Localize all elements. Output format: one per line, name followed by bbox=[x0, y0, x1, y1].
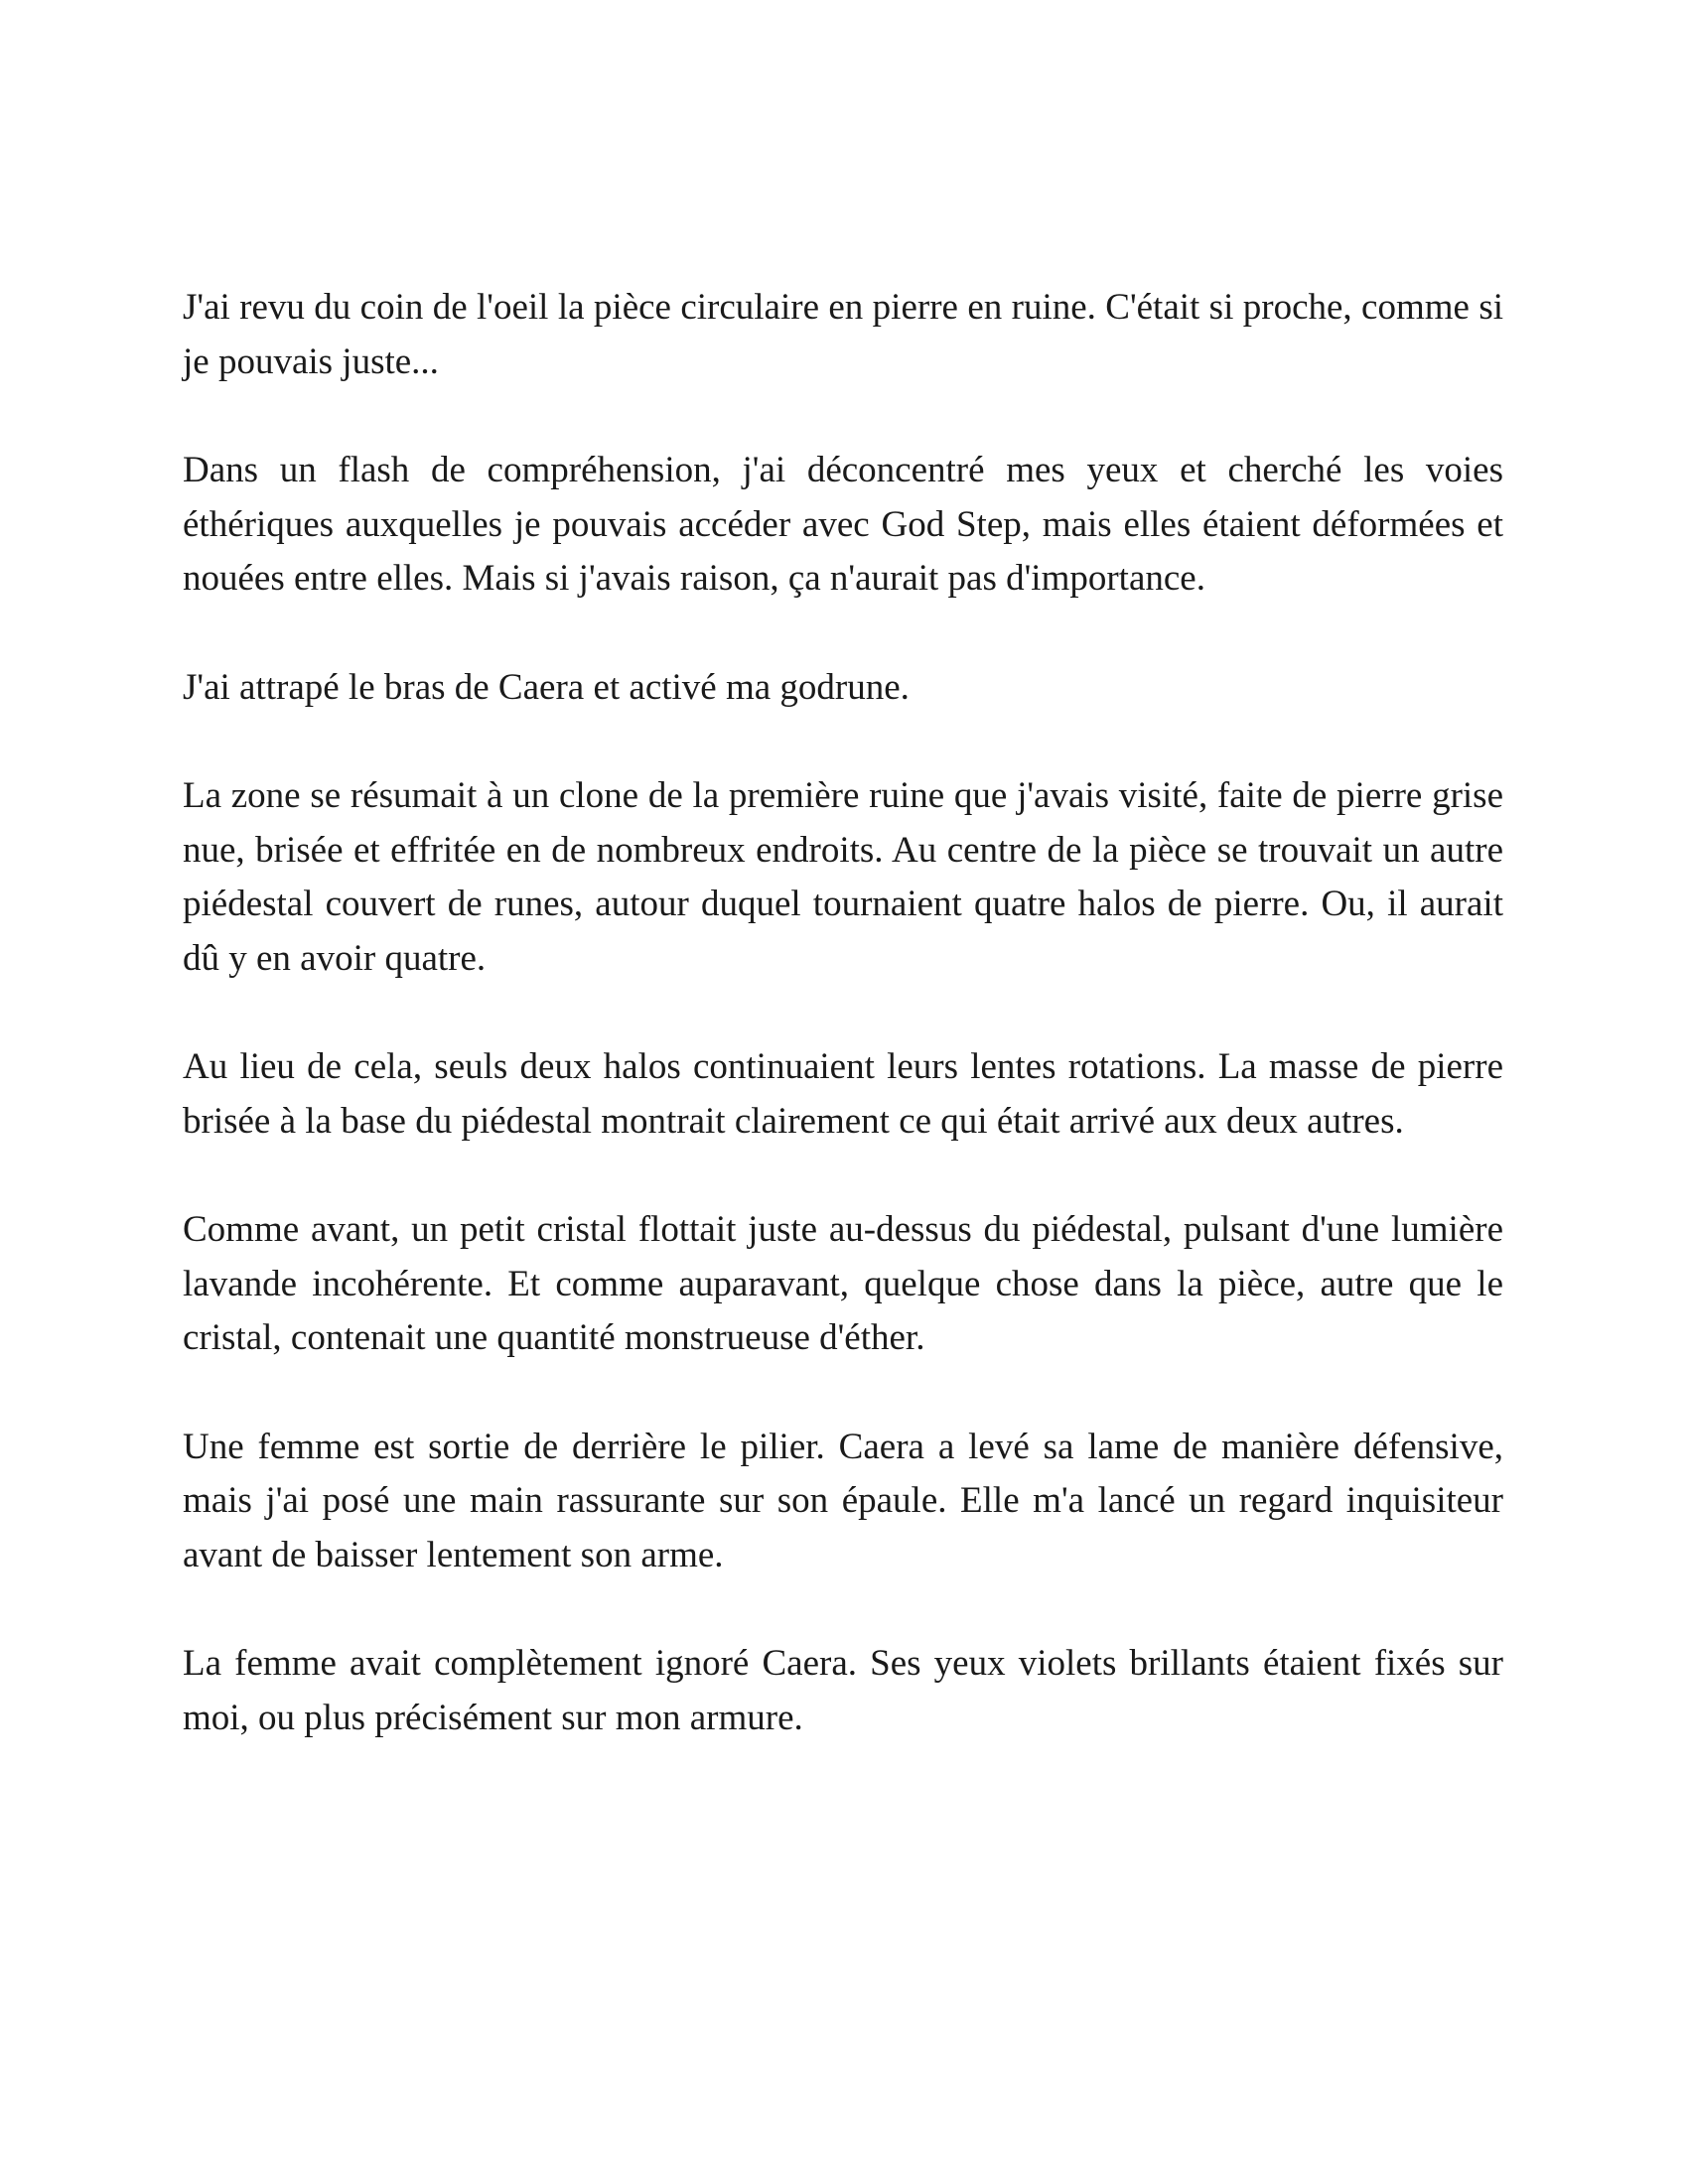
paragraph-3: J'ai attrapé le bras de Caera et activé ma godrune. bbox=[183, 666, 910, 708]
paragraph-7: Une femme est sortie de derrière le pilier. Caera a levé sa lame de manière défensive, mais j'ai posé une main rassurante sur son épaule. Elle m'a lancé un regard inquisiteur avant de baisser lentement son arme. bbox=[183, 1426, 1503, 1575]
document-body bbox=[183, 281, 1503, 1800]
paragraph-2: Dans un flash de compréhension, j'ai déconcentré mes yeux et cherché les voies éthériques auxquelles je pouvais accéder avec God Step, mais elles étaient déformées et nouées entre elles. Mais si j'avais raison, ça n'aurait pas d'importance. bbox=[183, 450, 1503, 599]
paragraph-1: J'ai revu du coin de l'oeil la pièce circulaire en pierre en ruine. C'était si proche, comme si je pouvais juste... bbox=[183, 287, 1503, 382]
paragraph-8: La femme avait complètement ignoré Caera. Ses yeux violets brillants étaient fixés sur moi, ou plus précisément sur mon armure. bbox=[183, 1643, 1503, 1738]
paragraph-4: La zone se résumait à un clone de la première ruine que j'avais visité, faite de pierre grise nue, brisée et effritée en de nombreux endroits. Au centre de la pièce se trouvait un autre piédestal couvert de runes, autour duquel tournaient quatre halos de pierre. Ou, il aurait dû y en avoir quatre. bbox=[183, 775, 1503, 979]
paragraph-5: Au lieu de cela, seuls deux halos continuaient leurs lentes rotations. La masse de pierre brisée à la base du piédestal montrait clairement ce qui était arrivé aux deux autres. bbox=[183, 1046, 1503, 1142]
paragraph-6: Comme avant, un petit cristal flottait juste au-dessus du piédestal, pulsant d'une lumière lavande incohérente. Et comme auparavant, quelque chose dans la pièce, autre que le cristal, contenait une quantité monstrueuse d'éther. bbox=[183, 1209, 1503, 1358]
